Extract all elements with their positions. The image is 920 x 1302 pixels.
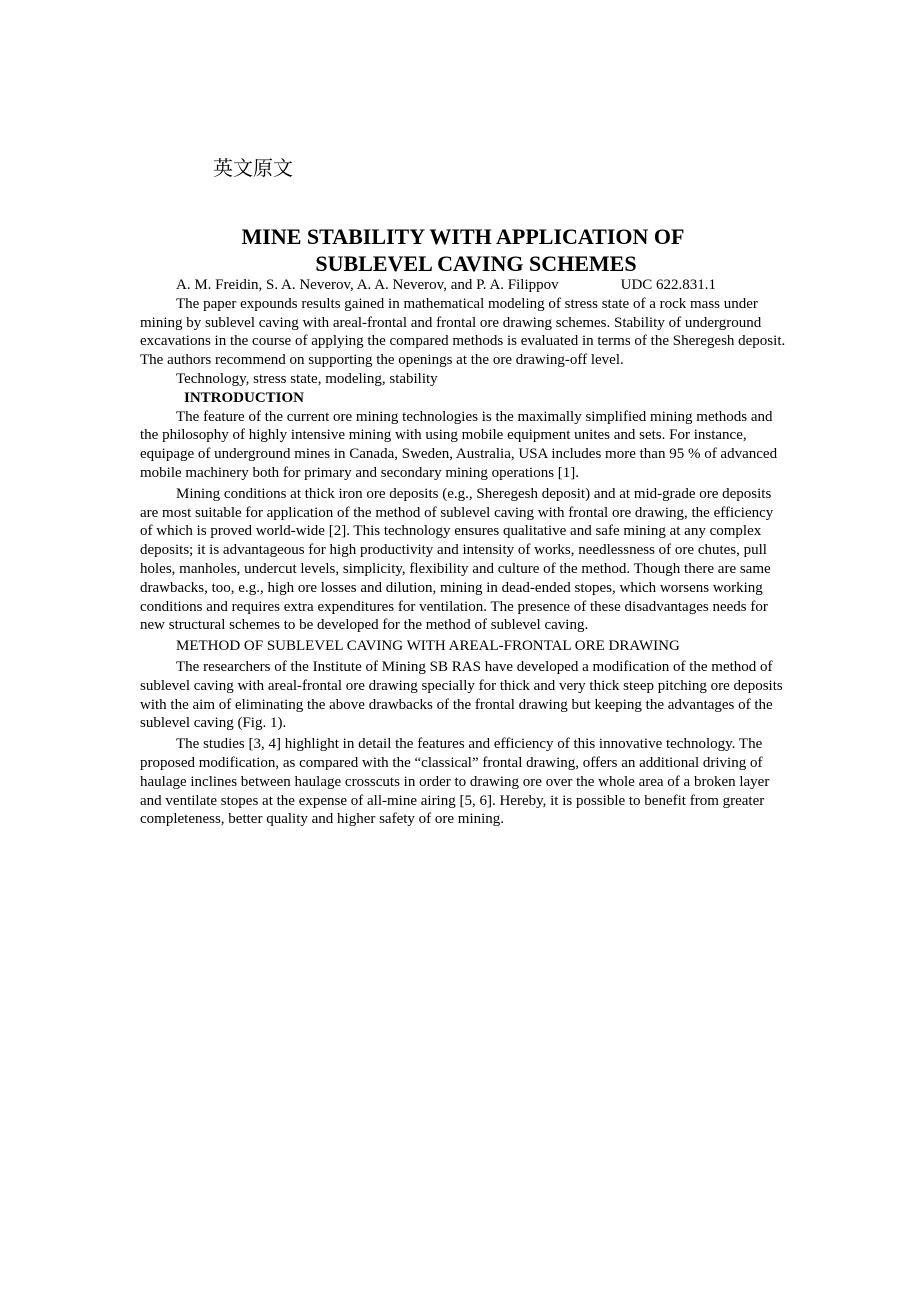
article-title [140, 223, 786, 277]
method-paragraph-2: The studies [3, 4] highlight in detail the features and efficiency of this innovative technology. The proposed modification, as compared with the “classical” frontal drawing, offers an additional driving of haulage inclines between haulage crosscuts in order to drawing ore over the whole area of a broken layer and ventilate stopes at the expense of all-mine airing [5, 6]. Hereby, it is possible to benefit from greater completeness, better quality and higher safety of ore mining. [140, 736, 770, 828]
chinese-heading: 英文原文 [213, 156, 293, 180]
method-paragraph-1: The researchers of the Institute of Mining SB RAS have developed a modification of the method of sublevel caving with areal-frontal ore drawing specially for thick and very thick steep pitching ore deposits with the aim of eliminating the above drawbacks of the frontal drawing but keeping the advantages of the sublevel caving (Fig. 1). [140, 658, 783, 732]
authors-line [140, 276, 786, 295]
article-body [140, 276, 786, 829]
intro-paragraph-1: The feature of the current ore mining technologies is the maximally simplified mining methods and the philosophy of highly intensive mining with using mobile equipment unites and sets. For instance, equipage of underground mines in Canada, Sweden, Australia, USA includes more than 95 % of advanced mobile machinery both for primary and secondary mining operations [1]. [140, 408, 778, 481]
keywords: Technology, stress state, modeling, stability [176, 370, 438, 387]
title-line-2: SUBLEVEL CAVING SCHEMES [315, 251, 637, 276]
section-heading-introduction: INTRODUCTION [184, 389, 305, 406]
title-line-1: MINE STABILITY WITH APPLICATION OF [241, 224, 685, 249]
intro-paragraph-2: Mining conditions at thick iron ore deposits (e.g., Sheregesh deposit) and at mid-grade ore deposits are most suitable for application of the method of sublevel caving with frontal ore drawing, the efficiency of which is proved world-wide [2]. This technology ensures qualitative and safe mining at any complex deposits; it is advantageous for high productivity and intensity of works, needlessness of ore chutes, pull holes, manholes, undercut levels, simplicity, flexibility and culture of the method. Though there are same drawbacks, too, e.g., high ore losses and dilution, mining in dead-ended stopes, which worsens working conditions and requires extra expenditures for ventilation. The presence of these disadvantages needs for new structural schemes to be developed for the method of sublevel caving. [140, 485, 774, 634]
abstract-paragraph: The paper expounds results gained in mathematical modeling of stress state of a rock mass under mining by sublevel caving with areal-frontal and frontal ore drawing schemes. Stability of underground excavations in the course of applying the compared methods is evaluated in terms of the Sheregesh deposit. The authors recommend on supporting the openings at the ore drawing-off level. [140, 295, 786, 369]
udc-code: UDC 622.831.1 [620, 277, 717, 293]
section-heading-method: METHOD OF SUBLEVEL CAVING WITH AREAL-FRONTAL ORE DRAWING [176, 638, 680, 655]
authors: A. M. Freidin, S. A. Neverov, A. A. Neverov, and P. A. Filippov [176, 277, 559, 293]
